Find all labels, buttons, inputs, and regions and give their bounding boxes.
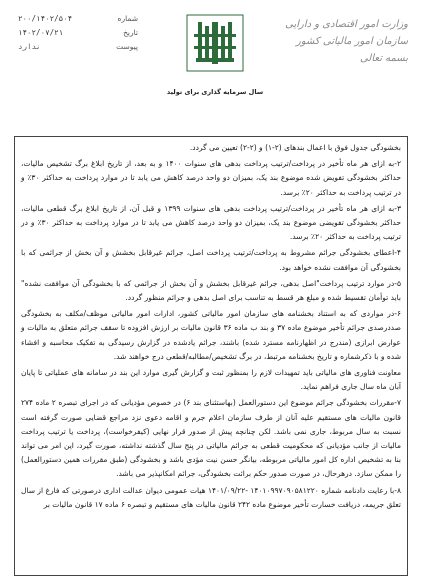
paragraph-3: ۳-به ازای هر ماه تأخیر در پرداخت/ترتیب پرداخت بدهی های سنوات ۱۳۹۹ و قبل آن، از تاریخ ابلاغ برگ قطعی مالیات، حداکثر بخشودگی تفویضی موضوع بند یک، بمیزان دو واحد درصد کاهش می یابد تا در موارد پرداخت به حداکثر ۳۰٪ و در ترتیب پرداخت به حداکثر ۲۰٪ برسد.: [21, 203, 402, 242]
paragraph-5: ۵-در موارد ترتیب پرداخت"اصل بدهی، جرائم غیرقابل بخشش و آن بخش از جرائمی که با بخشودگی آن موافقت نشده" باید توأمان تقسیط شده و مبلغ هر قسط به تناسب برای اصل بدهی و جرائم منظور گردد.: [21, 278, 401, 303]
attachment-row: [18, 40, 138, 54]
year-slogan: سال سرمایه گذاری برای تولید: [166, 88, 264, 96]
paragraph-6-note: معاونت فناوری های مالیاتی باید تمهیدات لازم را بمنظور ثبت و گزارش گیری موارد این بند در سامانه های عملیاتی تا پایان آبان ماه سال جاری فراهم نماید.: [21, 368, 401, 392]
paragraph-6: ۶-در مواردی که به استناد بخشنامه های سازمان امور مالیاتی کشور، ادارات امور مالیاتی موظف/مکلف به بخشودگی صددرصدی جرائم تأخیر موضوع ماده ۳۷ و بند ب ماده ۳۶ قانون مالیات بر ارزش افزوده تا سقف جرائم متعلق به مالیات و عوارض ابرازی (مندرج در اظهارنامه مسترد شده) باشند، جرائم یادشده در گزارش رسیدگی به تفکیک محاسبه و افشاء شده و با ذکرشماره و تاریخ بخشنامه مرتبط، در برگ تشخیص/مطالبه/قطعی درج خواهند شد.: [21, 309, 401, 361]
paragraph-7: ۷-مقررات بخشودگی جرائم موضوع این دستورالعمل (بهاستثنای بند ۶) در خصوص مؤدیانی که در اجرای تبصره ۲ ماده ۲۷۴ قانون مالیات های مستقیم علیه آنان از طرف سازمان اعلام جرم و اقامه دعوی نزد مراجع قضایی صورت گرفته است نسبت به سال مربوط، جاری نمی باشد. لکن چنانچه پیش از صدور قرار نهایی (کیفرخواست)، پرداخت یا ترتیب پرداخت مالیات از جانب مؤدیانی که محکومیت قطعی به جرائم مالیاتی در پنج سال گذشته نداشته، صورت گیرد، این امر می تواند بنا به تشخیص اداره کل امور مالیاتی مربوطه، بیانگر حسن نیت مؤدی باشد و بخشودگی (طبق مقررات همین دستورالعمل) را ممکن سازد. درهرحال، در صورت صدور حکم برائت بخشودگی، جرائم امکانپذیر می باشد.: [21, 398, 401, 479]
paragraph-intro: بخشودگی جدول فوق با اعمال بندهای (۲-۱) و (۲-۲) تعیین می گردد.: [189, 143, 401, 152]
date-value: ۱۴۰۲/۰۷/۲۱: [18, 28, 64, 37]
attachment-value: ندارد: [18, 42, 41, 51]
document-body: [14, 136, 408, 576]
number-row: [18, 12, 138, 26]
paragraph-8: ۸-با رعایت دادنامه شماره ۱۴۰۱۰۹۹۷۰۹۰۵۸۱۲۲۰ -۱۴۰۱/۰۹/۲۲ هیات عمومی دیوان عدالت اداری درصورتی که فارغ از سال تعلق جریمه، دریافت خسارت تأخیر موضوع ماده ۲۴۲ قانون مالیات های مستقیم و تبصره ۶ ماده ۱۷ قانون مالیات بر: [21, 485, 401, 509]
ministry-line-1: وزارت امور اقتصادی و دارایی: [285, 19, 408, 30]
ministry-line-3: بسمه تعالی: [359, 53, 408, 64]
date-row: [18, 26, 138, 40]
paragraph-4: ۴-اعطای بخشودگی جرائم مشروط به پرداخت/ترتیب پرداخت اصل، جرائم غیرقابل بخشش و آن بخش از جرائمی که با بخشودگی آن موافقت نشده خواهد بود.: [21, 248, 401, 272]
paragraph-2: ۲-به ازای هر ماه تأخیر در پرداخت/ترتیب پرداخت بدهی های سنوات ۱۴۰۰ و به بعد، از تاریخ ابلاغ برگ تشخیص مالیات، حداکثر بخشودگی تفویض شده موضوع بند یک، بمیزان دو واحد درصد کاهش می یابد تا در موارد پرداخت به حداکثر ۳۰٪ و در ترتیب پرداخت به حداکثر ۲۰٪ برسد.: [21, 159, 401, 197]
number-value: ۲۰۰/۱۴۰۲/۵۰۴: [18, 14, 73, 23]
number-label: شماره: [117, 14, 138, 23]
emblem-icon: [186, 14, 244, 72]
attachment-label: پیوست: [116, 42, 138, 51]
letter-meta: [18, 12, 138, 54]
letterhead: [10, 8, 414, 128]
ministry-header: [285, 16, 408, 67]
ministry-line-2: سازمان امور مالیاتی کشور: [296, 36, 408, 47]
date-label: تاریخ: [123, 28, 138, 37]
